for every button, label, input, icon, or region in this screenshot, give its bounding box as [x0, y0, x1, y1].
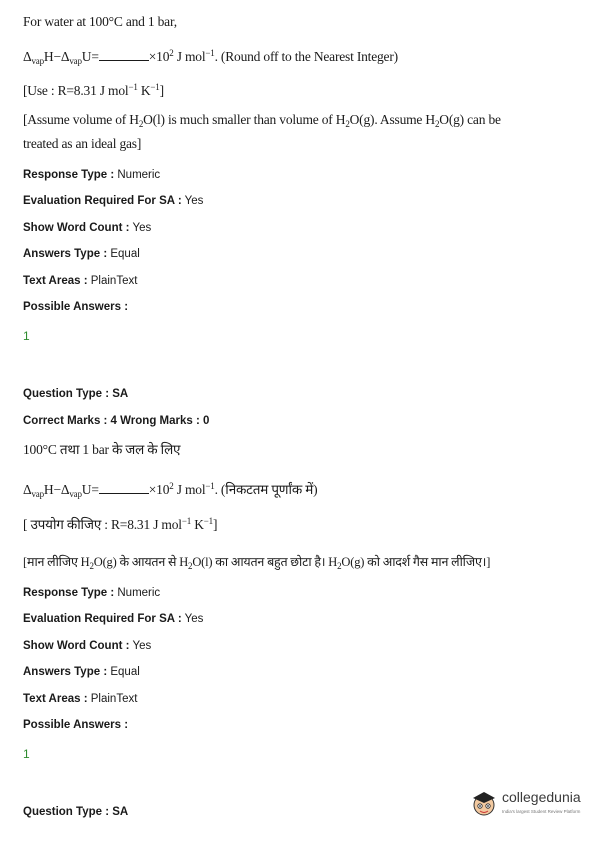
question-1-assume: [Assume volume of $H_2O(l)$ is much smaller than volume of $H_2O(g)$. Assume $H_2O(g)$ can be [23, 112, 501, 129]
text-areas-1: Text Areas : PlainText [23, 275, 138, 287]
possible-answer-value-2: 1 [23, 747, 30, 761]
evaluation-required-2: Evaluation Required For SA : Yes [23, 613, 204, 625]
question-2-use: [ उपयोग कीजिए : R=8.31 J mol$^{-1}$ $K^{-1}$] [23, 516, 218, 532]
question-type-3: Question Type : SA [23, 806, 129, 818]
possible-answers-label-2: Possible Answers : [23, 719, 129, 731]
logo-tagline: India's largest Student Review Platform [502, 809, 581, 814]
question-2-equation: $\Delta_{vap}H-\Delta_{vap}U= \times 10^2$ J mol$^{-1}$. (निकटतम पूर्णांक में) [23, 481, 318, 499]
question-1-use: [Use : R=8.31 J mol$^{-1}$ $K^{-1}$] [23, 82, 164, 98]
question-1-intro: For water at 100°C and 1 bar, [23, 14, 177, 29]
response-type-2: Response Type : Numeric [23, 587, 161, 599]
answer-blank [99, 50, 149, 61]
show-word-count-2: Show Word Count : Yes [23, 640, 152, 652]
answers-type-1: Answers Type : Equal [23, 248, 140, 260]
text-areas-2: Text Areas : PlainText [23, 693, 138, 705]
question-2-assume: [मान लीजिए $H_2O(g)$ के आयतन से $H_2O(l)$ का आयतन बहुत छोटा है। $H_2O(g)$ को आदर्श गैस मान लीजिए।] [23, 555, 491, 571]
question-type-2: Question Type : SA [23, 388, 129, 400]
logo-name: collegedunia [502, 789, 581, 805]
answers-type-2: Answers Type : Equal [23, 666, 140, 678]
question-1-equation: $\Delta_{vap}H-\Delta_{vap}U= \times 10^2$ J mol$^{-1}$. (Round off to the Nearest Integer) [23, 48, 398, 66]
question-1-assume-cont: treated as an ideal gas] [23, 136, 142, 151]
marks-2: Correct Marks : 4 Wrong Marks : 0 [23, 415, 210, 427]
mascot-icon [470, 789, 498, 817]
response-type-1: Response Type : Numeric [23, 169, 161, 181]
possible-answers-label-1: Possible Answers : [23, 301, 129, 313]
show-word-count-1: Show Word Count : Yes [23, 222, 152, 234]
evaluation-required-1: Evaluation Required For SA : Yes [23, 195, 204, 207]
question-2-intro: 100°C तथा 1 bar के जल के लिए [23, 442, 181, 457]
possible-answer-value-1: 1 [23, 329, 30, 343]
collegedunia-logo [470, 787, 590, 827]
answer-blank [99, 483, 149, 494]
